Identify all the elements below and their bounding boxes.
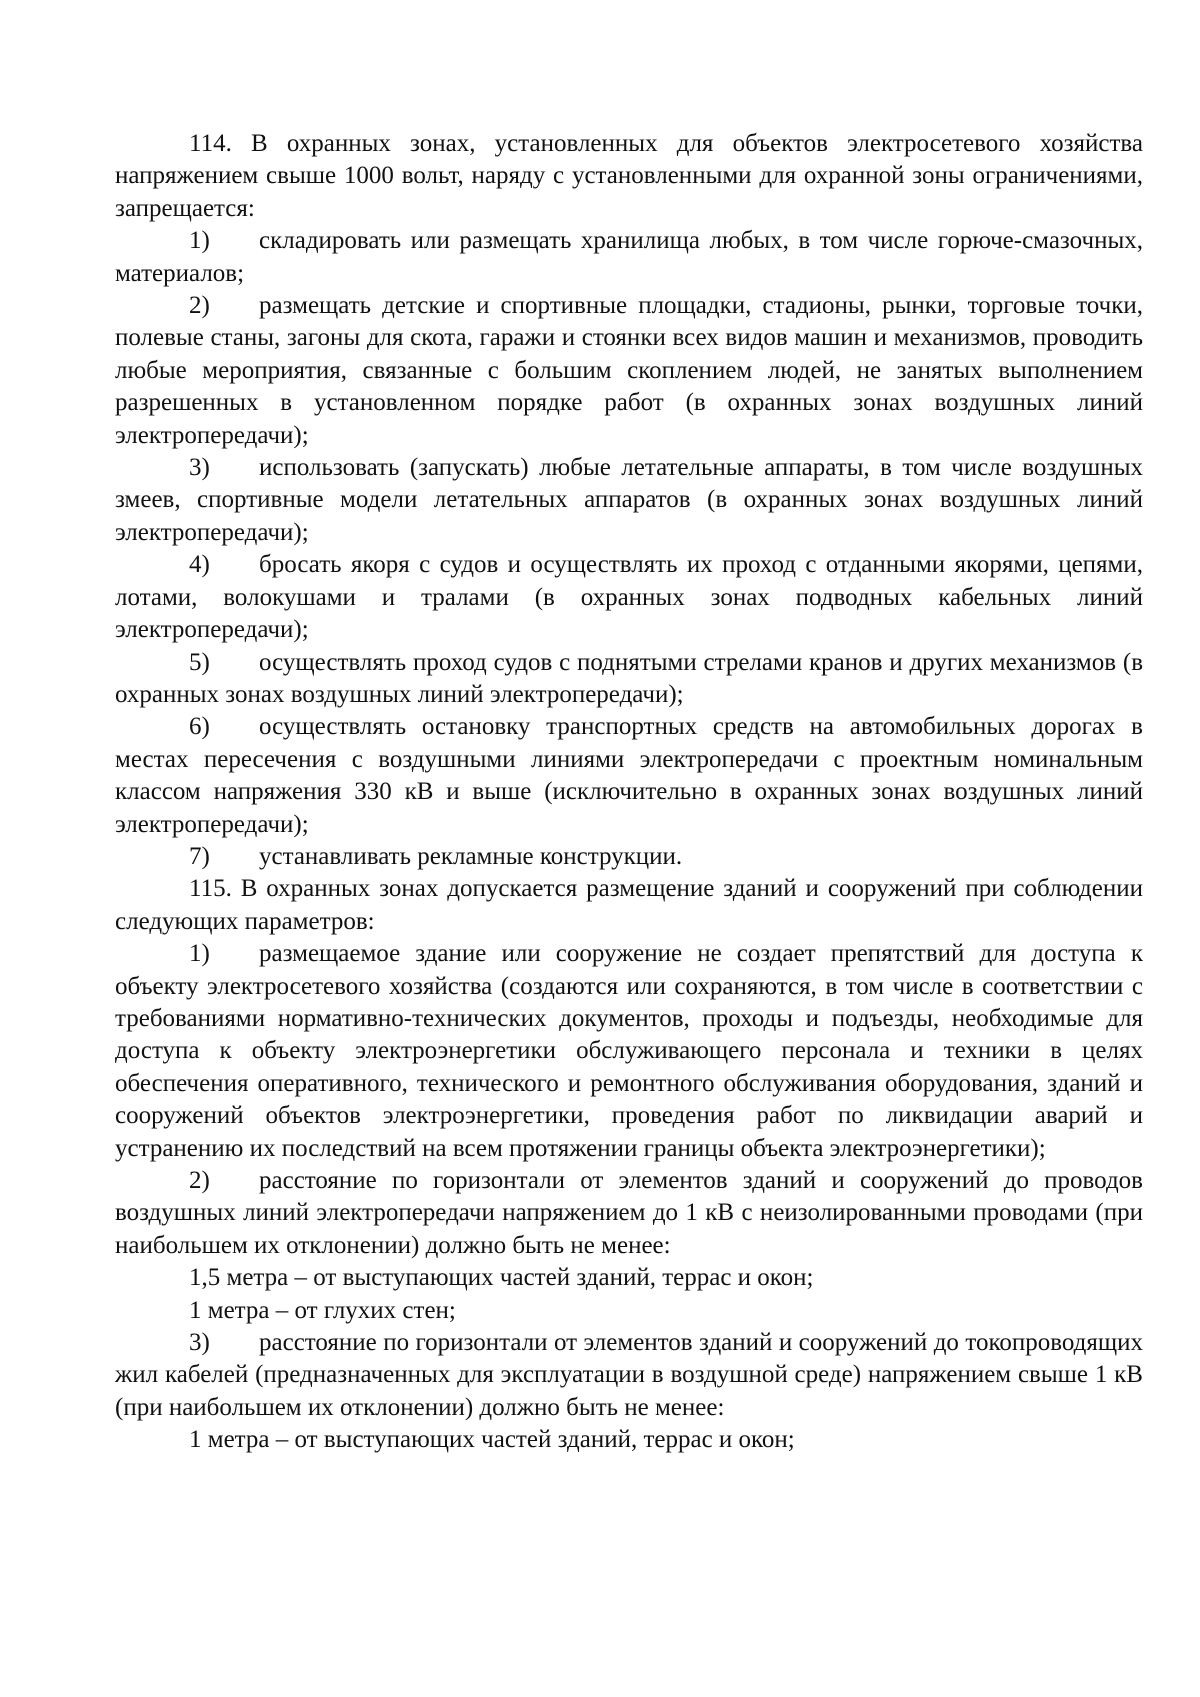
item-text: складировать или размещать хранилища любых, в том числе горюче-смазочных, материалов;	[115, 227, 1143, 287]
item-number: 5)	[189, 648, 210, 676]
item-number: 7)	[189, 842, 210, 870]
item-text: расстояние по горизонтали от элементов зданий и сооружений до токопроводящих жил кабелей (предназначенных для эксплуатации в воздушной среде) напряжением свыше 1 кВ (при наибольшем их отклонении) должно быть не менее:	[115, 1329, 1143, 1421]
list-item-114-5	[115, 647, 1143, 712]
item-number: 1)	[189, 940, 210, 968]
list-item-114-1	[115, 225, 1143, 290]
item-number: 2)	[189, 1167, 210, 1194]
item-number: 3)	[189, 454, 210, 482]
list-item-115-1	[115, 938, 1143, 1165]
item-text: расстояние по горизонтали от элементов зданий и сооружений до проводов воздушных линий электропередачи напряжением до 1 кВ с неизолированными проводами (при наибольшем их отклонении) должно быть не менее:	[115, 1167, 1143, 1259]
list-item-114-6	[115, 711, 1143, 841]
item-number: 1)	[189, 227, 210, 255]
distance-line	[115, 1262, 1143, 1294]
item-text: использовать (запускать) любые летательные аппараты, в том числе воздушных змеев, спортивные модели летательных аппаратов (в охранных зонах воздушных линий электропередачи);	[115, 454, 1143, 546]
list-item-114-4	[115, 549, 1143, 646]
item-number: 6)	[189, 713, 210, 741]
item-text: размещаемое здание или сооружение не создает препятствий для доступа к объекту электросетевого хозяйства (создаются или сохраняются, в том числе в соответствии с требованиями нормативно-технических документов, проходы и подъезды, необходимые для доступа к объекту электроэнергетики обслуживающего персонала и техники в целях обеспечения оперативного, технического и ремонтного обслуживания оборудования, зданий и сооружений объектов электроэнергетики, проведения работ по ликвидации аварий и устранению их последствий на всем протяжении границы объекта электроэнергетики);	[115, 940, 1143, 1162]
item-number: 2)	[189, 292, 210, 320]
distance-text: 1 метра – от выступающих частей зданий, террас и окон;	[189, 1426, 795, 1454]
list-item-114-2	[115, 290, 1143, 452]
item-number: 4)	[189, 551, 210, 579]
distance-line	[115, 1424, 1143, 1456]
paragraph-114	[115, 128, 1143, 225]
item-text: устанавливать рекламные конструкции.	[259, 842, 683, 870]
list-item-114-3	[115, 452, 1143, 549]
distance-line	[115, 1295, 1143, 1327]
list-item-115-3	[115, 1327, 1143, 1424]
paragraph-text: 114. В охранных зонах, установленных для объектов электросетевого хозяйства напряжением свыше 1000 вольт, наряду с установленными для охранной зоны ограничениями, запрещается:	[115, 130, 1143, 222]
item-text: осуществлять проход судов с поднятыми стрелами кранов и других механизмов (в охранных зонах воздушных линий электропередачи);	[115, 648, 1143, 708]
distance-text: 1,5 метра – от выступающих частей зданий, террас и окон;	[189, 1264, 814, 1292]
item-text: размещать детские и спортивные площадки, стадионы, рынки, торговые точки, полевые станы, загоны для скота, гаражи и стоянки всех видов машин и механизмов, проводить любые мероприятия, связанные с большим скоплением людей, не занятых выполнением разрешенных в установленном порядке работ (в охранных зонах воздушных линий электропередачи);	[115, 292, 1143, 449]
document-page	[115, 128, 1143, 1457]
paragraph-115	[115, 873, 1143, 938]
item-text: бросать якоря с судов и осуществлять их проход с отданными якорями, цепями, лотами, волокушами и тралами (в охранных зонах подводных кабельных линий электропередачи);	[115, 551, 1143, 644]
paragraph-text: 115. В охранных зонах допускается размещение зданий и сооружений при соблюдении следующих параметров:	[115, 875, 1143, 935]
list-item-115-2	[115, 1165, 1143, 1262]
item-number: 3)	[189, 1329, 210, 1357]
list-item-114-7	[115, 841, 1143, 873]
distance-text: 1 метра – от глухих стен;	[189, 1296, 456, 1324]
item-text: осуществлять остановку транспортных средств на автомобильных дорогах в местах пересечения с воздушными линиями электропередачи с проектным номинальным классом напряжения 330 кВ и выше (исключительно в охранных зонах воздушных линий электропередачи);	[115, 713, 1143, 838]
